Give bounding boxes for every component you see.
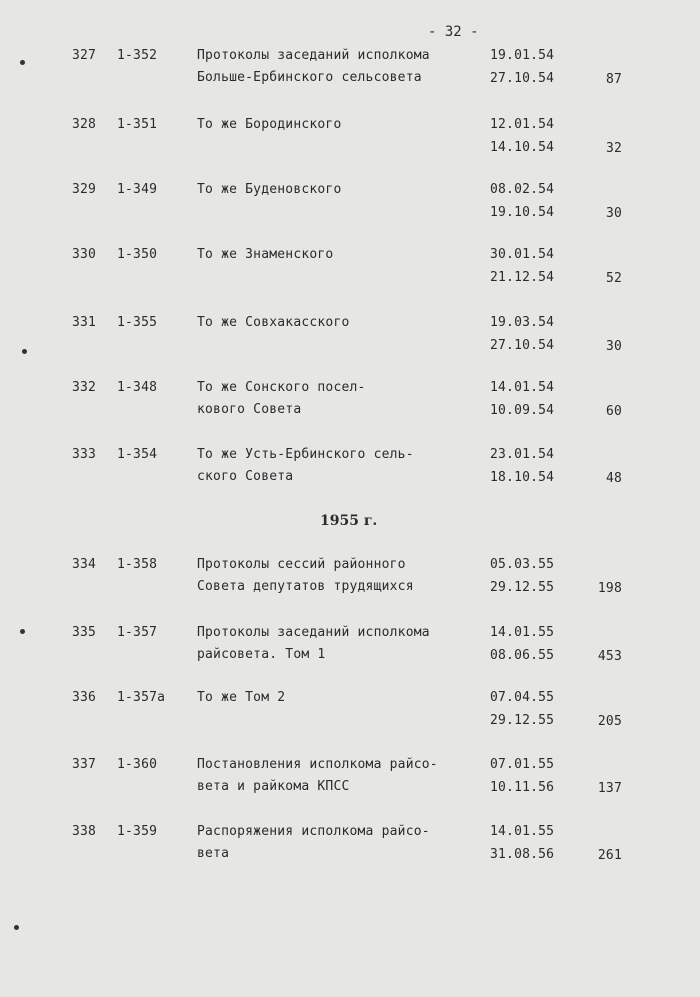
inventory-entry: [0, 757, 700, 821]
entry-date-start: 19.01.54: [490, 48, 555, 63]
entry-sheet-count: 453: [597, 649, 622, 664]
entry-code: 1-351: [117, 117, 158, 132]
inventory-entry: [0, 380, 700, 444]
entry-code: 1-358: [117, 557, 158, 572]
entry-date-end: 29.12.55: [490, 580, 555, 595]
entry-code: 1-352: [117, 48, 158, 63]
inventory-entry: [0, 690, 700, 754]
inventory-entry: [0, 625, 700, 689]
entry-date-start: 14.01.54: [490, 380, 555, 395]
entry-date-start: 08.02.54: [490, 182, 555, 197]
entry-title-line-1: То же Знаменского: [197, 247, 334, 262]
entry-date-end: 31.08.56: [490, 847, 555, 862]
page-number: - 32 -: [428, 24, 479, 40]
entry-number: 338: [72, 824, 97, 839]
entry-title-line-1: Постановления исполкома райсо-: [197, 757, 438, 772]
year-heading: 1955 г.: [320, 513, 378, 529]
entry-date-end: 18.10.54: [490, 470, 555, 485]
entry-date-start: 14.01.55: [490, 625, 555, 640]
entry-number: 337: [72, 757, 97, 772]
punch-hole-mark: [14, 925, 19, 930]
entry-sheet-count: 205: [597, 714, 622, 729]
entry-date-end: 14.10.54: [490, 140, 555, 155]
entry-date-start: 07.04.55: [490, 690, 555, 705]
entry-number: 334: [72, 557, 97, 572]
entry-date-end: 19.10.54: [490, 205, 555, 220]
entry-title-line-1: То же Сонского посел-: [197, 380, 366, 395]
entry-date-start: 05.03.55: [490, 557, 555, 572]
entry-title-line-1: То же Буденовского: [197, 182, 342, 197]
entry-date-end: 08.06.55: [490, 648, 555, 663]
entry-code: 1-355: [117, 315, 158, 330]
entry-code: 1-359: [117, 824, 158, 839]
entry-code: 1-349: [117, 182, 158, 197]
entry-date-start: 30.01.54: [490, 247, 555, 262]
inventory-entry: [0, 557, 700, 621]
entry-code: 1-357: [117, 625, 158, 640]
entry-title-line-1: То же Совхакасского: [197, 315, 350, 330]
entry-number: 328: [72, 117, 97, 132]
entry-code: 1-360: [117, 757, 158, 772]
entry-title-line-2: вета: [197, 846, 230, 861]
entry-date-start: 07.01.55: [490, 757, 555, 772]
entry-date-end: 27.10.54: [490, 338, 555, 353]
entry-number: 330: [72, 247, 97, 262]
inventory-entry: [0, 182, 700, 246]
inventory-entry: [0, 117, 700, 181]
entry-date-end: 21.12.54: [490, 270, 555, 285]
entry-date-start: 12.01.54: [490, 117, 555, 132]
entry-number: 327: [72, 48, 97, 63]
entry-title-line-2: ского Совета: [197, 469, 294, 484]
entry-title-line-2: райсовета. Том 1: [197, 647, 326, 662]
entry-number: 329: [72, 182, 97, 197]
entry-code: 1-357а: [117, 690, 166, 705]
entry-title-line-2: кового Совета: [197, 402, 302, 417]
inventory-entry: [0, 247, 700, 311]
entry-sheet-count: 198: [597, 581, 622, 596]
punch-hole-mark: [22, 349, 27, 354]
entry-code: 1-348: [117, 380, 158, 395]
entry-sheet-count: 261: [597, 848, 622, 863]
entry-title-line-1: Протоколы заседаний исполкома: [197, 48, 430, 63]
entry-number: 331: [72, 315, 97, 330]
entry-title-line-1: То же Бородинского: [197, 117, 342, 132]
entry-code: 1-354: [117, 447, 158, 462]
entry-date-end: 29.12.55: [490, 713, 555, 728]
entry-title-line-1: То же Том 2: [197, 690, 286, 705]
entry-title-line-1: Протоколы сессий районного: [197, 557, 406, 572]
entry-title-line-1: Распоряжения исполкома райсо-: [197, 824, 430, 839]
entry-sheet-count: 87: [605, 72, 622, 87]
entry-sheet-count: 48: [605, 471, 622, 486]
entry-date-start: 23.01.54: [490, 447, 555, 462]
entry-title-line-1: Протоколы заседаний исполкома: [197, 625, 430, 640]
entry-number: 332: [72, 380, 97, 395]
entry-title-line-2: вета и райкома КПСС: [197, 779, 350, 794]
punch-hole-mark: [20, 60, 25, 65]
entry-sheet-count: 30: [605, 206, 622, 221]
entry-title-line-2: Больше-Ербинского сельсовета: [197, 70, 422, 85]
inventory-entry: [0, 315, 700, 379]
entry-sheet-count: 137: [597, 781, 622, 796]
inventory-entry: [0, 48, 700, 112]
entry-title-line-2: Совета депутатов трудящихся: [197, 579, 414, 594]
entry-sheet-count: 32: [605, 141, 622, 156]
inventory-entry: [0, 447, 700, 511]
entry-date-start: 14.01.55: [490, 824, 555, 839]
entry-date-start: 19.03.54: [490, 315, 555, 330]
entry-date-end: 10.11.56: [490, 780, 555, 795]
entry-title-line-1: То же Усть-Ербинского сель-: [197, 447, 414, 462]
entry-number: 335: [72, 625, 97, 640]
entry-number: 336: [72, 690, 97, 705]
entry-sheet-count: 52: [605, 271, 622, 286]
entry-number: 333: [72, 447, 97, 462]
entry-sheet-count: 30: [605, 339, 622, 354]
inventory-entry: [0, 824, 700, 888]
entry-code: 1-350: [117, 247, 158, 262]
entry-sheet-count: 60: [605, 404, 622, 419]
entry-date-end: 27.10.54: [490, 71, 555, 86]
entry-date-end: 10.09.54: [490, 403, 555, 418]
punch-hole-mark: [20, 629, 25, 634]
